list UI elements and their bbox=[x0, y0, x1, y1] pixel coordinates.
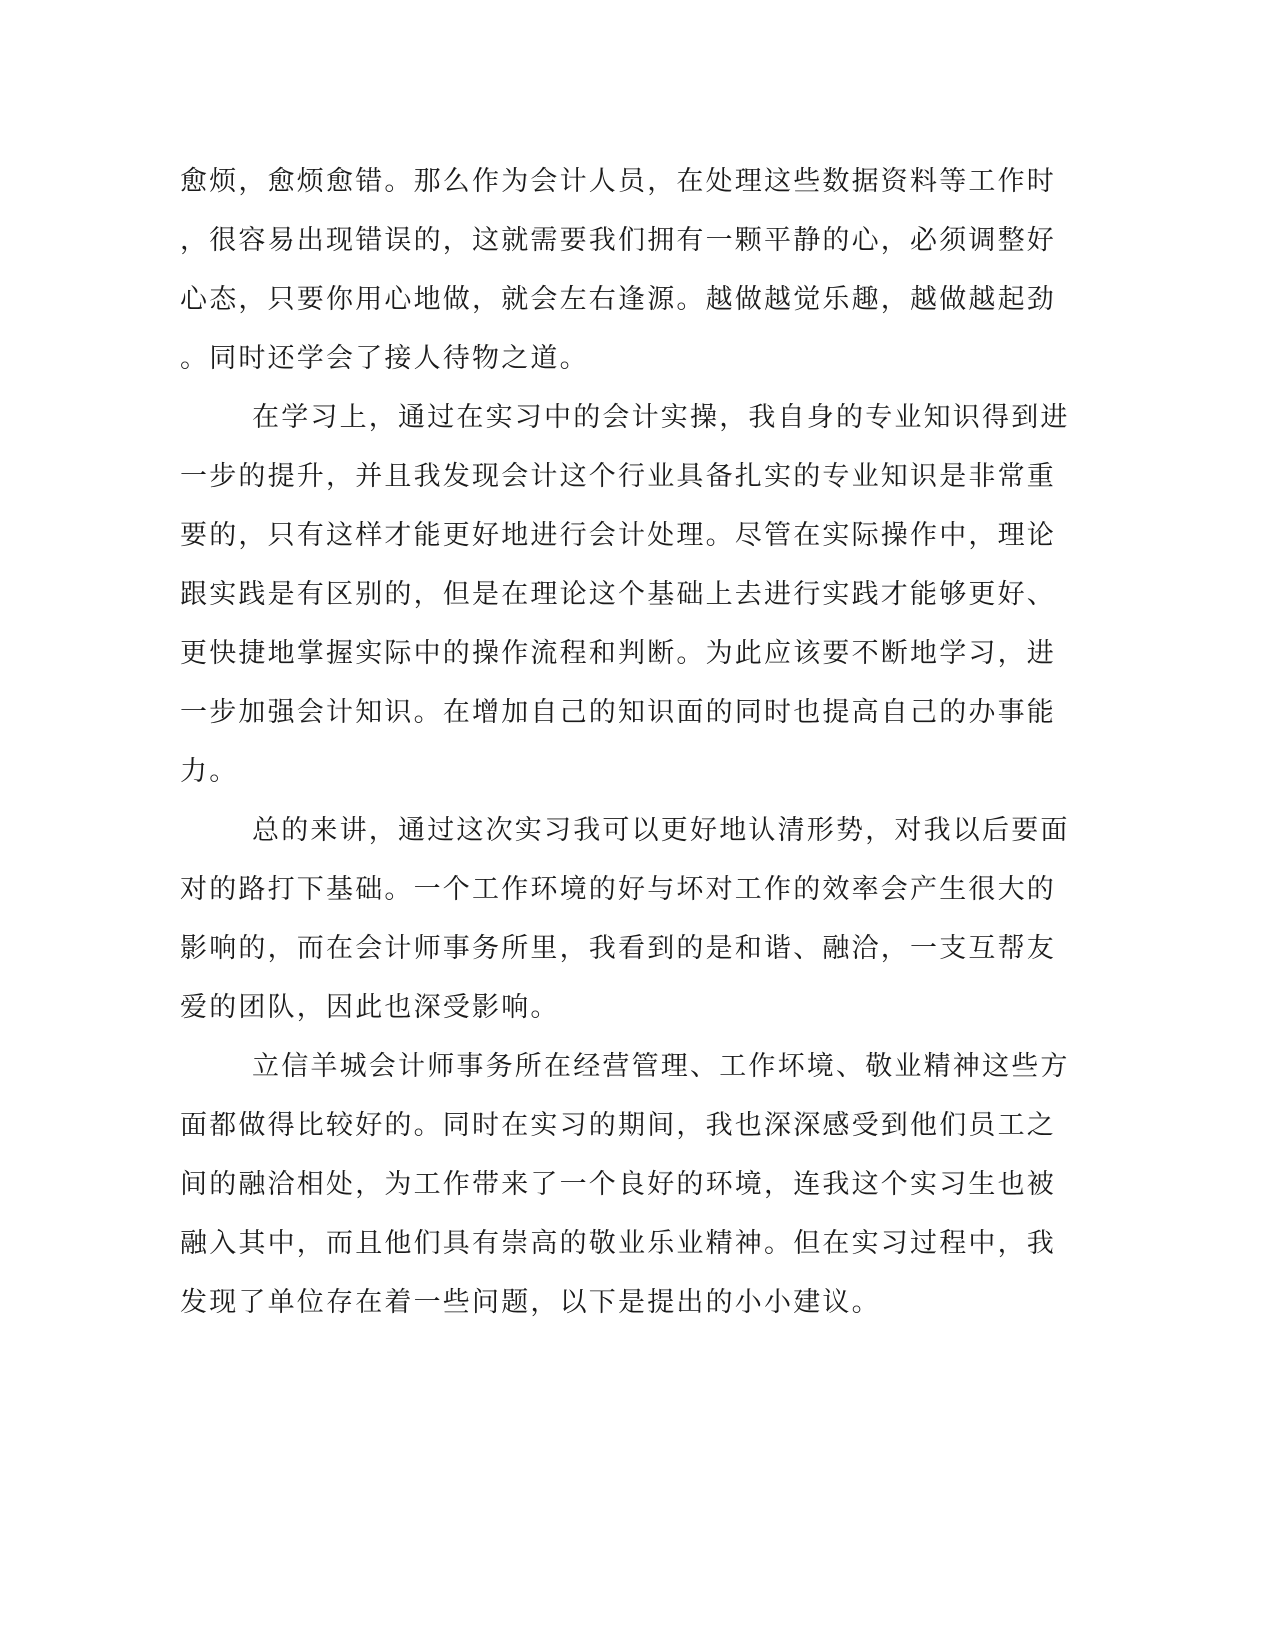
text-line: 在学习上，通过在实习中的会计实操，我自身的专业知识得到进 bbox=[252, 402, 1070, 433]
text-line: 间的融洽相处，为工作带来了一个良好的环境，连我这个实习生也被 bbox=[180, 1169, 1056, 1200]
text-line: 心态，只要你用心地做，就会左右逢源。越做越觉乐趣，越做越起劲 bbox=[180, 284, 1056, 315]
text-line: 。同时还学会了接人待物之道。 bbox=[180, 343, 589, 374]
text-line: 立信羊城会计师事务所在经营管理、工作坏境、敬业精神这些方 bbox=[252, 1051, 1070, 1082]
text-line: 力。 bbox=[180, 756, 239, 787]
text-line: 跟实践是有区别的，但是在理论这个基础上去进行实践才能够更好、 bbox=[180, 579, 1056, 610]
text-line: 影响的，而在会计师事务所里，我看到的是和谐、融洽，一支互帮友 bbox=[180, 933, 1056, 964]
text-line: 要的，只有这样才能更好地进行会计处理。尽管在实际操作中，理论 bbox=[180, 520, 1056, 551]
text-line: 愈烦，愈烦愈错。那么作为会计人员，在处理这些数据资料等工作时 bbox=[180, 166, 1056, 197]
paragraph-2 bbox=[180, 398, 1070, 811]
paragraph-4 bbox=[180, 1047, 1070, 1342]
text-line: 对的路打下基础。一个工作环境的好与坏对工作的效率会产生很大的 bbox=[180, 874, 1056, 905]
text-line: 爱的团队，因此也深受影响。 bbox=[180, 992, 560, 1023]
text-line: 发现了单位存在着一些问题，以下是提出的小小建议。 bbox=[180, 1287, 881, 1318]
text-line: 更快捷地掌握实际中的操作流程和判断。为此应该要不断地学习，进 bbox=[180, 638, 1056, 669]
text-line: 融入其中，而且他们具有崇高的敬业乐业精神。但在实习过程中，我 bbox=[180, 1228, 1056, 1259]
paragraph-1 bbox=[180, 162, 1056, 398]
text-line: 总的来讲，通过这次实习我可以更好地认清形势，对我以后要面 bbox=[252, 815, 1070, 846]
text-line: 一步的提升，并且我发现会计这个行业具备扎实的专业知识是非常重 bbox=[180, 461, 1056, 492]
text-line: 面都做得比较好的。同时在实习的期间，我也深深感受到他们员工之 bbox=[180, 1110, 1056, 1141]
text-line: 一步加强会计知识。在增加自己的知识面的同时也提高自己的办事能 bbox=[180, 697, 1056, 728]
text-line: ，很容易出现错误的，这就需要我们拥有一颗平静的心，必须调整好 bbox=[180, 225, 1056, 256]
paragraph-3 bbox=[180, 811, 1070, 1047]
document-body bbox=[180, 162, 1070, 1342]
